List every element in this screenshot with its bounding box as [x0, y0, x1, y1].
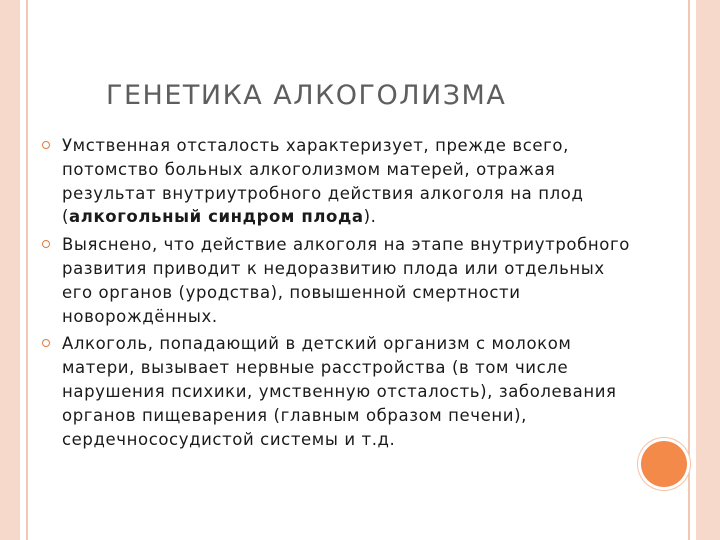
bullet-marker-icon [42, 141, 50, 149]
right-frame-band [696, 0, 720, 540]
bullet-text: Алкоголь, попадающий в детский организм с молоком матери, вызывает нервные расстройства (в том числе нарушения психики, умственную отсталость), заболевания органов пищеварения (главным образом печени), сердечнососудистой системы и т.д. [62, 334, 617, 449]
slide-title: ГЕНЕТИКА АЛКОГОЛИЗМА [106, 80, 507, 111]
bold-term: алкогольный синдром плода [69, 207, 364, 227]
bullet-item-prenatal-effects [42, 233, 632, 328]
bullet-marker-icon [42, 339, 50, 347]
bullet-item-breast-milk [42, 332, 632, 451]
bullet-item-fetal-alcohol [42, 134, 632, 229]
left-frame-band [0, 0, 20, 540]
bullet-text-end: ). [363, 207, 377, 227]
bullet-marker-icon [42, 240, 50, 248]
left-frame-line [26, 0, 28, 540]
right-frame-line [688, 0, 690, 540]
orange-circle-decoration [641, 441, 687, 487]
bullet-text: Выяснено, что действие алкоголя на этапе внутриутробного развития приводит к недоразвитию плода или отдельных его органов (уродства), повышенной смертности новорождённых. [62, 235, 630, 326]
bullet-text: Умственная отсталость характеризует, прежде всего, потомство больных алкоголизмом матерей, отражая результат внутриутробного действия алкоголя на плод ( [62, 136, 584, 227]
bullet-list [42, 134, 632, 455]
